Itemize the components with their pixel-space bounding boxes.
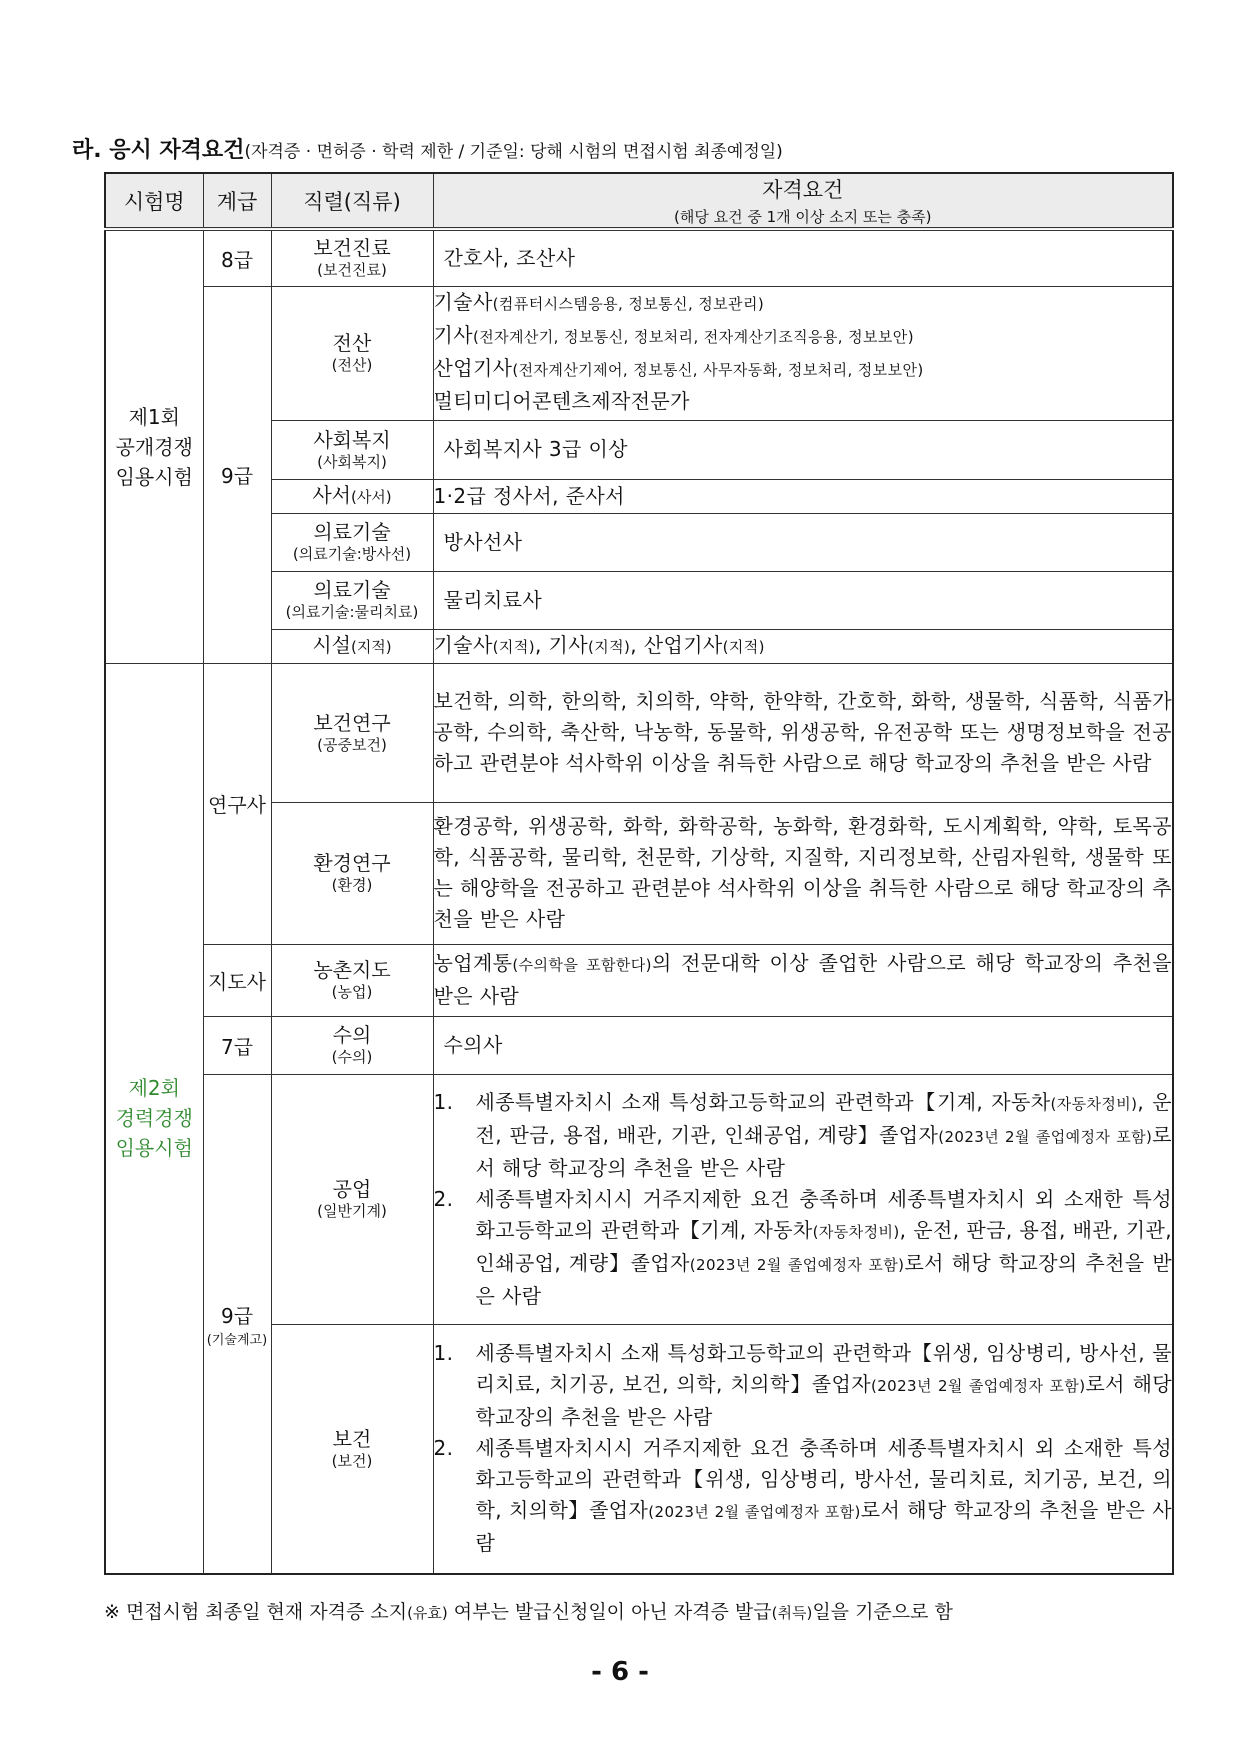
position-sub: (수의) <box>331 1048 373 1066</box>
position-cell <box>271 229 433 286</box>
position-cell <box>271 286 433 420</box>
qualification-cell: 간호사, 조산사 <box>433 229 1173 286</box>
position-cell <box>271 420 433 479</box>
grade-cell <box>203 1074 271 1574</box>
position-name: 전산 <box>332 331 372 355</box>
header-exam: 시험명 <box>105 173 203 229</box>
grade-cell: 9급 <box>203 286 271 663</box>
section-heading <box>72 133 783 164</box>
qual-line: 기사(전자계산기, 정보통신, 정보처리, 전자계산기조직응용, 정보보안) <box>433 323 914 347</box>
position-cell <box>271 1016 433 1074</box>
position-name: 사회복지 <box>313 427 391 452</box>
table-header-row <box>105 173 1173 229</box>
position-cell <box>271 513 433 571</box>
position-cell <box>271 1074 433 1324</box>
qualification-cell: 1·2급 정사서, 준사서 <box>433 479 1173 513</box>
position-name: 공업 <box>332 1177 372 1201</box>
exam-name-2: 제2회 경력경쟁 임용시험 <box>105 663 203 1574</box>
position-name: 보건연구 <box>313 710 391 735</box>
grade-name: 9급 <box>220 1303 254 1328</box>
qualification-cell: 환경공학, 위생공학, 화학, 화학공학, 농화학, 환경화학, 도시계획학, 약학, 토목공학, 식품공학, 물리학, 천문학, 기상학, 지질학, 지리정보학, 산림자원학, 생물학 또는 해양학을 전공하고 관련분야 석사학위 이상을 취득한 사람으로 해당 학교장의 추천을 받은 사람 <box>433 802 1173 944</box>
grade-sub: (기술계고) <box>206 1332 268 1348</box>
position-name: 보건진료 <box>313 236 391 261</box>
footnote: ※ 면접시험 최종일 현재 자격증 소지(유효) 여부는 발급신청일이 아닌 자격증 발급(취득)일을 기준으로 함 <box>104 1601 953 1623</box>
qualification-cell: 보건학, 의학, 한의학, 치의학, 약학, 한약학, 간호학, 화학, 생물학, 식품학, 식품가공학, 수의학, 축산학, 낙농학, 동물학, 위생공학, 유전공학 또는 생명정보학을 전공하고 관련분야 석사학위 이상을 취득한 사람으로 해당 학교장의 추천을 받은 사람 <box>433 663 1173 802</box>
qual-item: 1. 세종특별자치시 소재 특성화고등학교의 관련학과【위생, 임상병리, 방사선, 물리치료, 치기공, 보건, 의학, 치의학】졸업자(2023년 2월 졸업예정자 포함)로서 해당 학교장의 추천을 받은 사람 <box>433 1341 1173 1430</box>
position-name: 시설 <box>312 633 351 657</box>
position-cell <box>271 571 433 629</box>
position-name: 농촌지도 <box>313 958 391 982</box>
grade-cell: 7급 <box>203 1016 271 1074</box>
page-number: - 6 - <box>591 1657 649 1687</box>
header-qualification <box>433 173 1173 229</box>
table-row <box>105 944 1173 1016</box>
position-sub: (농업) <box>331 983 373 1001</box>
position-cell <box>271 944 433 1016</box>
qual-line: 기술사(컴퓨터시스템응용, 정보통신, 정보관리) <box>433 290 765 314</box>
position-sub: (보건) <box>331 1451 373 1470</box>
position-cell <box>271 479 433 513</box>
header-grade: 계급 <box>203 173 271 229</box>
position-sub: (공중보건) <box>317 735 387 754</box>
header-qual-note: (해당 요건 중 1개 이상 소지 또는 충족) <box>674 208 932 226</box>
qual-line: 산업기사(전자계산기제어, 정보통신, 사무자동화, 정보처리, 정보보안) <box>433 356 924 380</box>
position-sub: (의료기술:물리치료) <box>285 603 419 621</box>
position-sub: (의료기술:방사선) <box>292 545 412 563</box>
qualification-cell: 방사선사 <box>433 513 1173 571</box>
qualification-cell <box>433 1074 1173 1324</box>
position-cell <box>271 1324 433 1574</box>
position-name: 의료기술 <box>313 578 391 602</box>
section-subtitle: (자격증 · 면허증 · 학력 제한 / 기준일: 당해 시험의 면접시험 최종예정일) <box>244 142 783 162</box>
position-cell <box>271 663 433 802</box>
qual-item: 2. 세종특별자치시시 거주지제한 요건 충족하며 세종특별자치시 외 소재한 특성화고등학교의 관련학과【위생, 임상병리, 방사선, 물리치료, 치기공, 보건, 의학, 치의학】졸업자(2023년 2월 졸업예정자 포함)로서 해당 학교장의 추천을 받은 사람 <box>433 1436 1172 1556</box>
position-name: 환경연구 <box>313 851 391 875</box>
position-sub: (보건진료) <box>317 261 387 280</box>
position-name: 의료기술 <box>313 520 391 544</box>
qualification-cell <box>433 1324 1173 1574</box>
table-row <box>105 286 1173 420</box>
qualification-table <box>104 172 1174 1575</box>
qualification-cell <box>433 286 1173 420</box>
header-position: 직렬(직류) <box>271 173 433 229</box>
position-sub: (지적) <box>350 638 392 656</box>
position-name: 사서 <box>312 483 351 507</box>
position-name: 보건 <box>332 1426 372 1451</box>
grade-cell: 연구사 <box>203 663 271 944</box>
grade-cell: 지도사 <box>203 944 271 1016</box>
grade-cell: 8급 <box>203 229 271 286</box>
position-sub: (일반기계) <box>317 1202 387 1220</box>
table-row <box>105 1074 1173 1324</box>
table-row <box>105 663 1173 802</box>
qualification-cell: 수의사 <box>433 1016 1173 1074</box>
table-row <box>105 229 1173 286</box>
position-sub: (전산) <box>331 356 373 374</box>
qualification-cell: 기술사(지적), 기사(지적), 산업기사(지적) <box>433 629 1173 663</box>
qual-line: 멀티미디어콘텐츠제작전문가 <box>433 389 690 413</box>
position-cell <box>271 802 433 944</box>
position-name: 수의 <box>332 1023 372 1047</box>
table-row <box>105 1016 1173 1074</box>
header-qual-title: 자격요건 <box>762 178 844 202</box>
position-sub: (환경) <box>331 876 373 894</box>
qual-item: 1. 세종특별자치시 소재 특성화고등학교의 관련학과【기계, 자동차(자동차정비), 운전, 판금, 용접, 배관, 기관, 인쇄공업, 계량】졸업자(2023년 2월 졸업예정자 포함)로서 해당 학교장의 추천을 받은 사람 <box>433 1089 1172 1180</box>
qualification-cell: 사회복지사 3급 이상 <box>433 420 1173 479</box>
position-cell <box>271 629 433 663</box>
position-sub: (사회복지) <box>317 452 387 471</box>
qualification-cell: 물리치료사 <box>433 571 1173 629</box>
qual-item: 2. 세종특별자치시시 거주지제한 요건 충족하며 세종특별자치시 외 소재한 특성화고등학교의 관련학과【기계, 자동차(자동차정비), 운전, 판금, 용접, 배관, 기관, 인쇄공업, 계량】졸업자(2023년 2월 졸업예정자 포함)로서 해당 학교장의 추천을 받은 사람 <box>433 1186 1172 1308</box>
qualification-cell: 농업계통(수의학을 포함한다)의 전문대학 이상 졸업한 사람으로 해당 학교장의 추천을 받은 사람 <box>433 944 1173 1016</box>
section-title: 라. 응시 자격요건 <box>72 138 245 163</box>
position-sub: (사서) <box>350 488 392 506</box>
exam-name-1: 제1회 공개경쟁 임용시험 <box>105 229 203 663</box>
